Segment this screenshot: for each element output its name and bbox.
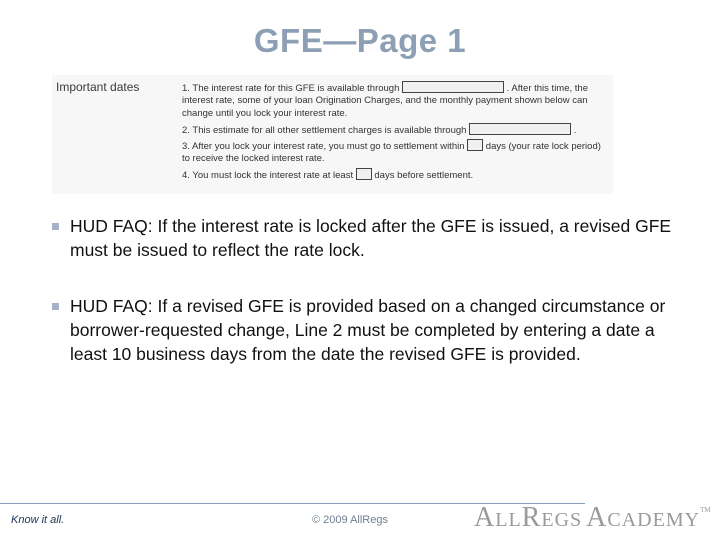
bullet-text: HUD FAQ: If the interest rate is locked after the GFE is issued, a revised GFE must be issued to reflect the rate lock. (70, 216, 672, 260)
form-line (182, 168, 610, 181)
bullet-item (52, 294, 692, 366)
form-text: 4. You must lock the interest rate at least (182, 170, 354, 181)
footer-copyright: © 2009 AllRegs (312, 514, 388, 526)
form-line (182, 81, 610, 94)
form-item-1 (182, 81, 610, 120)
form-important-dates-list (182, 81, 610, 184)
form-text: . (573, 125, 577, 136)
form-line (182, 94, 610, 107)
slide-title: GFE—Page 1 (253, 22, 467, 59)
form-item-2 (182, 123, 610, 136)
form-item-4 (182, 168, 610, 181)
form-line (182, 152, 610, 165)
form-line (182, 139, 610, 152)
bullet-text: HUD FAQ: If a revised GFE is provided based on a changed circumstance or borrower-requested change, Line 2 must be completed by entering a date a least 10 business days from the date the revised GFE is provided. (70, 296, 666, 364)
form-line (182, 107, 610, 120)
form-text: days before settlement. (374, 170, 474, 181)
form-item-3 (182, 139, 610, 165)
square-bullet-icon (52, 223, 59, 230)
form-text: change until you lock your interest rate. (182, 108, 348, 119)
date-blank-field (469, 123, 571, 135)
form-text: to receive the locked interest rate. (182, 153, 325, 164)
form-line (182, 123, 610, 136)
form-text: interest rate, some of your loan Origination Charges, and the monthly payment shown below can (182, 95, 588, 106)
footer-tagline: Know it all. (11, 514, 65, 526)
form-text: 1. The interest rate for this GFE is available through (182, 83, 400, 94)
form-text: 3. After you lock your interest rate, you must go to settlement within (182, 141, 465, 152)
bullet-item (52, 214, 692, 262)
date-blank-field (402, 81, 504, 93)
square-bullet-icon (52, 303, 59, 310)
gfe-form-excerpt (52, 75, 613, 194)
days-blank-field (356, 168, 372, 180)
form-text: . After this time, the (506, 83, 588, 94)
days-blank-field (467, 139, 483, 151)
form-text: 2. This estimate for all other settlement charges is available through (182, 125, 467, 136)
form-text: days (your rate lock period) (485, 141, 601, 152)
bullet-list (52, 214, 692, 366)
form-heading: Important dates (56, 80, 140, 94)
allregs-academy-logo: ALLREGS ACADEMY™ (474, 502, 711, 533)
